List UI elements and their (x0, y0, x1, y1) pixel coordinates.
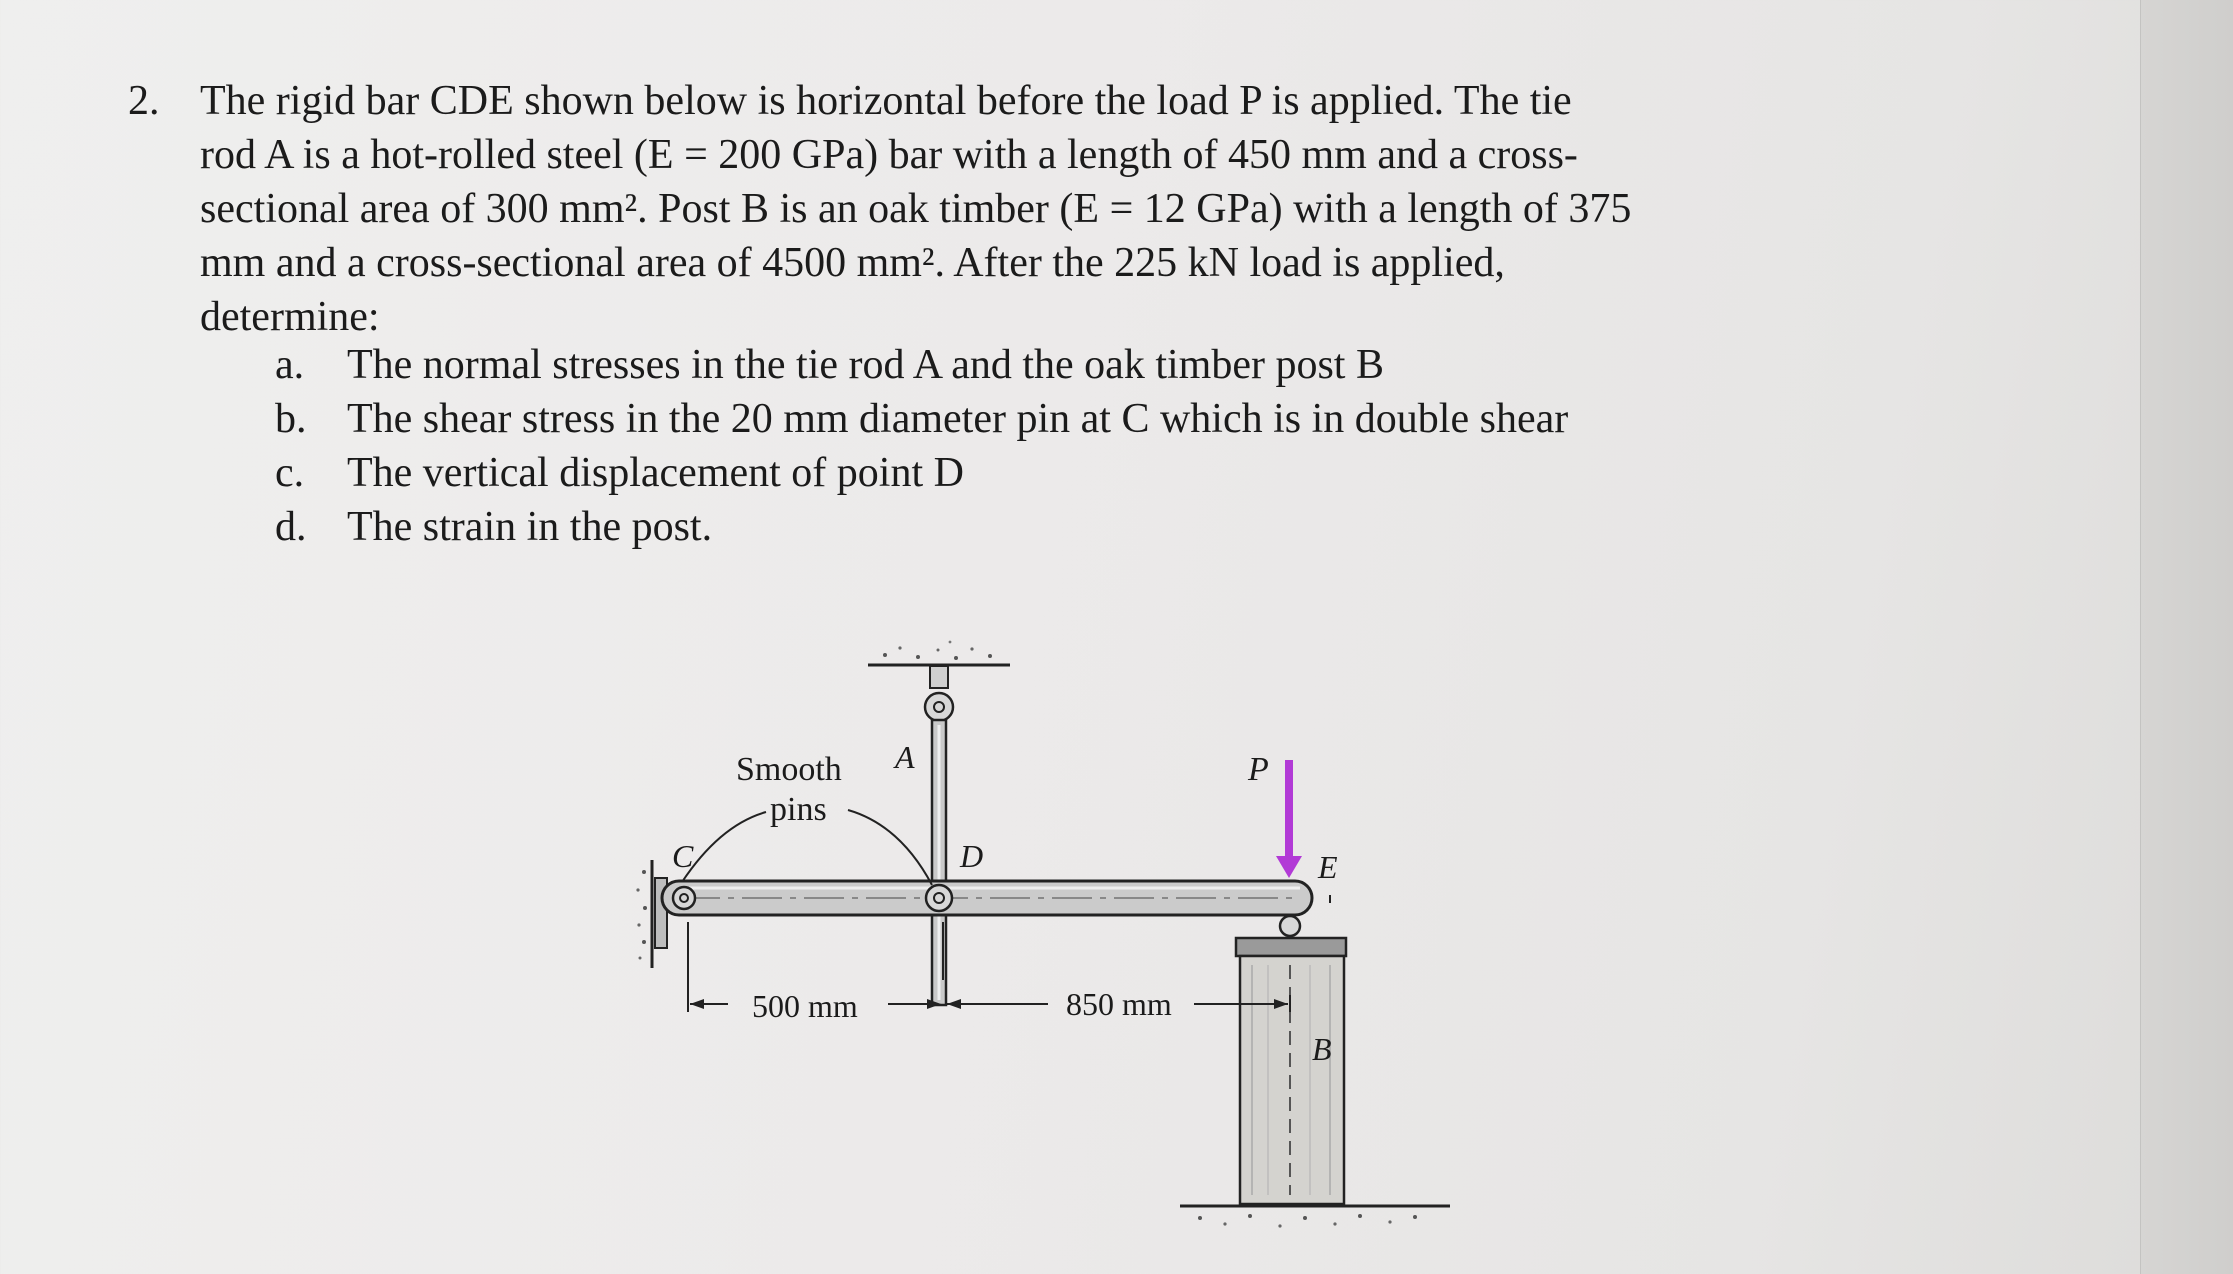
item-text: The strain in the post. (347, 504, 713, 550)
load-arrow-p (1276, 760, 1302, 878)
question-item (275, 392, 1568, 446)
dimension-850: 850 mm (1066, 986, 1172, 1022)
label-e: E (1318, 849, 1338, 885)
rigid-bar-cde (662, 881, 1312, 915)
statement-line: mm and a cross-sectional area of 4500 mm². After the 225 kN load is applied, (200, 240, 1505, 286)
question-list (275, 338, 1568, 554)
item-marker: b. (275, 396, 307, 442)
item-text: The shear stress in the 20 mm diameter pin at C which is in double shear (347, 396, 1569, 442)
label-pins: pins (770, 791, 827, 828)
tie-rod-a (925, 666, 953, 1005)
label-smooth: Smooth (736, 751, 842, 788)
dimension-500: 500 mm (752, 988, 858, 1024)
wall-support (636, 860, 667, 968)
statement-line: The rigid bar CDE shown below is horizontal before the load P is applied. The tie (200, 78, 1572, 124)
question-item (275, 446, 1568, 500)
question-item (275, 500, 1568, 554)
item-text: The vertical displacement of point D (347, 450, 964, 496)
problem-statement (200, 74, 1860, 344)
item-marker: d. (275, 504, 307, 550)
item-marker: c. (275, 450, 305, 496)
item-text: The normal stresses in the tie rod A and the oak timber post B (347, 342, 1384, 388)
item-marker: a. (275, 342, 305, 388)
dimension-lines (688, 922, 1290, 1024)
statement-line: sectional area of 300 mm². Post B is an oak timber (E = 12 GPa) with a length of 375 (200, 186, 1632, 232)
timber-post-b (1236, 938, 1346, 1204)
ceiling-support (868, 641, 1010, 665)
structure-diagram (600, 620, 1480, 1270)
question-item (275, 338, 1568, 392)
pin-labels (672, 739, 1338, 885)
problem-text (0, 0, 2233, 600)
label-b: B (1312, 1031, 1332, 1067)
problem-number: 2. (128, 78, 160, 124)
label-c: C (672, 838, 694, 874)
label-d: D (960, 838, 984, 874)
statement-line: determine: (200, 294, 380, 340)
ground-support (1180, 1206, 1450, 1228)
label-a: A (895, 739, 915, 775)
statement-line: rod A is a hot-rolled steel (E = 200 GPa) bar with a length of 450 mm and a cross- (200, 132, 1578, 178)
label-p: P (1248, 751, 1269, 788)
